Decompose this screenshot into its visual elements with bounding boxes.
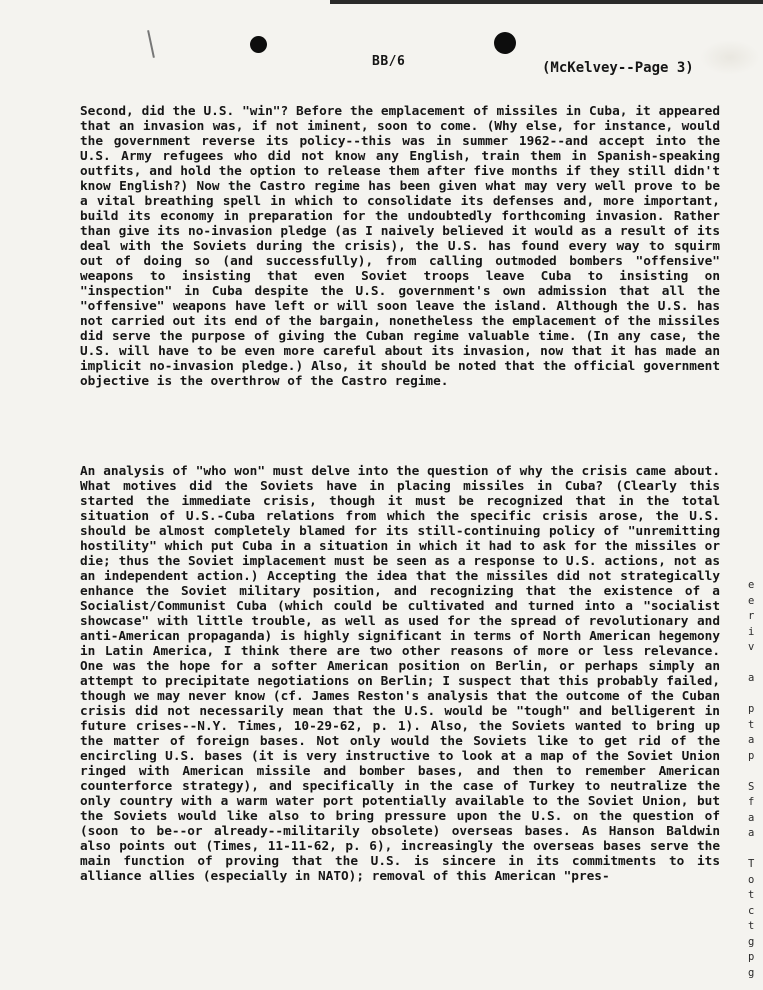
document-id: BB/6 [372,54,406,69]
punch-hole-left [250,36,267,53]
top-edge-line [330,0,763,4]
margin-fragment: g [748,966,755,979]
margin-fragment: T [748,858,755,870]
margin-fragment [748,656,763,672]
margin-fragment: p [748,703,755,715]
margin-fragment: p [748,951,755,963]
margin-fragment: t [748,889,755,901]
adjacent-page-margin [748,578,763,981]
margin-fragment: e [748,579,755,591]
paragraph-1: Second, did the U.S. "win"? Before the emplacement of missiles in Cuba, it appeared that an invasion was, if not iminent, soon to come. (Why else, for instance, would the government reverse its policy--this was in summer 1962--and accept into the U.S. Army refugees who did not know any English, train them in Spanish-speaking outfits, and hold the option to release them after five months if they still didn't know English?) Now the Castro regime has been given what may very well prove to be a vital breathing spell in which to consolidate its defenses and, more important, build its economy in preparation for the undoubtedly forthcoming invasion. Rather than give its no-invasion pledge (as I naively believed it would as a result of its deal with the Soviets during the crisis), the U.S. has found every way to squirm out of doing so (and successfully), from calling outmoded bombers "offensive" weapons to insisting that even Soviet troops leave Cuba to insisting on "inspection" in Cuba despite the U.S. government's own admission that all the "offensive" weapons have left or will soon leave the island. Although the U.S. has not carried out its end of the bargain, nonetheless the emplacement of the missiles did serve the purpose of giving the Cuban regime valuable time. (In any case, the U.S. will have to be even more careful about its invasion, now that it has made an implicit no-invasion pledge.) Also, it should be noted that the official government objective is the overthrow of the Castro regime. [80,104,720,389]
margin-fragment: v [748,641,755,653]
margin-fragment: p [748,749,755,762]
margin-fragment: t [748,718,755,731]
margin-fragment: g [748,935,755,948]
margin-fragment [748,842,763,858]
page-reference: (McKelvey--Page 3) [542,60,694,76]
margin-fragment: t [748,920,755,932]
margin-fragment: c [748,904,755,917]
punch-hole-right [494,32,516,54]
margin-fragment: a [748,827,755,839]
margin-fragment: e [748,594,755,607]
pencil-mark [147,30,155,58]
margin-fragment: a [748,734,755,746]
margin-fragment: S [748,780,755,793]
margin-fragment: f [748,796,755,808]
margin-fragment: a [748,672,755,684]
paper-stain [700,40,760,75]
margin-fragment [748,687,763,703]
paragraph-2: An analysis of "who won" must delve into the question of why the crisis came about. What motives did the Soviets have in placing missiles in Cuba? (Clearly this started the immediate crisis, though it must be recognized that in the total situation of U.S.-Cuba relations from which the specific crisis arose, the U.S. should be almost completely blamed for its still-continuing policy of "unremitting hostility" which put Cuba in a situation in which it had to ask for the missiles or die; thus the Soviet implacement must be seen as a response to U.S. actions, not as an independent action.) Accepting the idea that the missiles did not strategically enhance the Soviet military position, and recognizing that the existence of a Socialist/Communist Cuba (which could be cultivated and turned into a "socialist showcase" with little trouble, as well as used for the spread of revolutionary and anti-American propaganda) is highly significant in terms of North American hegemony in Latin America, I think there are two other reasons of more or less relevance. One was the hope for a softer American position on Berlin, or perhaps simply an attempt to precipitate negotiations on Berlin; I suspect that this probably failed, though we may never know (cf. James Reston's analysis that the outcome of the Cuban crisis did not necessarily mean that the U.S. would be "tough" and belligerent in future crises--N.Y. Times, 10-29-62, p. 1). Also, the Soviets wanted to bring up the matter of foreign bases. Not only would the Soviets like to get rid of the encircling U.S. bases (it is very instructive to look at a map of the Soviet Union ringed with American missile and bomber bases, and then to remember American counterforce strategy), and specifically in the case of Turkey to neutralize the only country with a warm water port potentially available to the Soviet Union, but the Soviets would like also to bring pressure upon the U.S. on the question of (soon to be--or already--militarily obsolete) overseas bases. As Hanson Baldwin also points out (Times, 11-11-62, p. 6), increasingly the overseas bases serve the main function of proving that the U.S. is sincere in its commitments to its alliance allies (especially in NATO); removal of this American "pres- [80,464,720,884]
margin-fragment: o [748,873,755,886]
margin-fragment: a [748,811,755,824]
margin-fragment: r [748,610,755,622]
margin-fragment [748,764,763,780]
margin-fragment: i [748,625,755,638]
